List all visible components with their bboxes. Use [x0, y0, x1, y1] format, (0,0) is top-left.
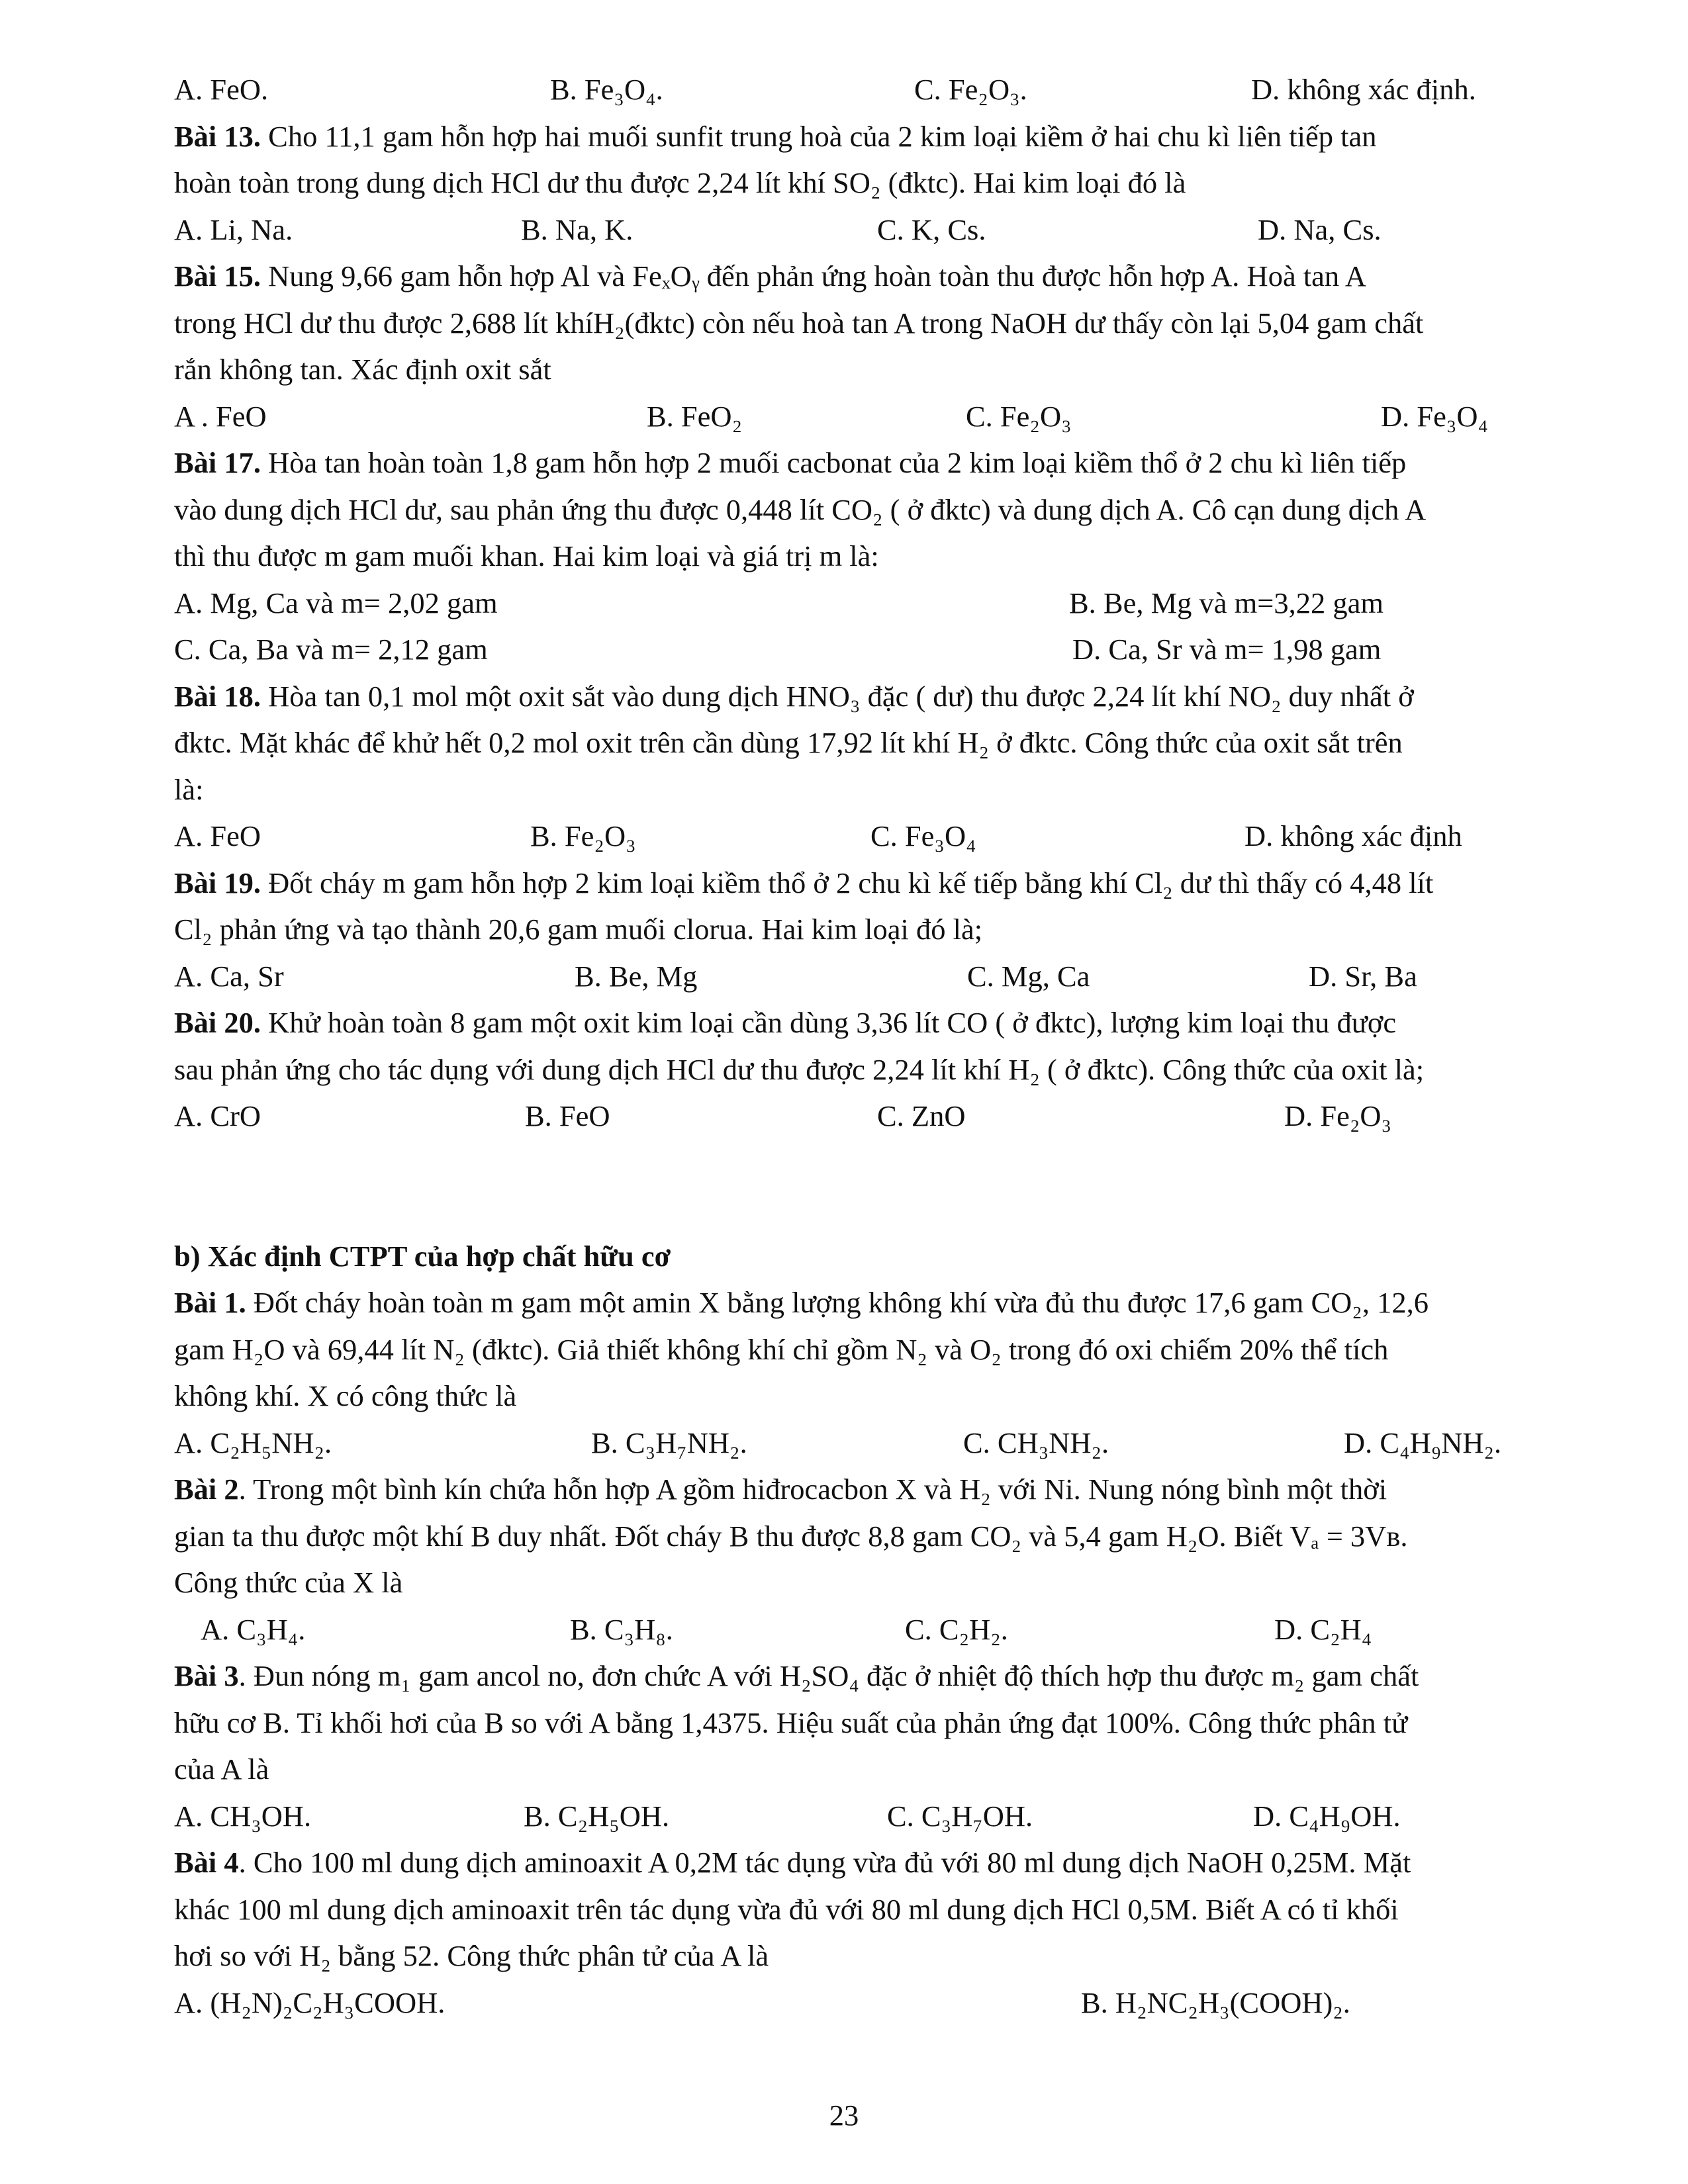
b3-text-1: . Đun nóng m₁ gam ancol no, đơn chức A với H₂SO₄ đặc ở nhiệt độ thích hợp thu được m₂ gam chất [238, 1659, 1419, 1692]
b1-option-d: D. C₄H₉NH₂. [1344, 1426, 1502, 1459]
q12-option-b: B. Fe₃O₄. [550, 73, 663, 106]
q13-label: Bài 13. [174, 119, 261, 153]
section-spacer [174, 1140, 1597, 1233]
b4-option-b: B. H₂NC₂H₃(COOH)₂. [1081, 1985, 1350, 2019]
q17-line-1 [174, 439, 1597, 486]
q17-text-1: Hòa tan hoàn toàn 1,8 gam hỗn hợp 2 muối cacbonat của 2 kim loại kiềm thổ ở 2 chu kì liên tiếp [268, 446, 1407, 479]
b2-option-b: B. C₃H₈. [570, 1612, 673, 1646]
q15-text-1: Nung 9,66 gam hỗn hợp Al và FeₓOᵧ đến phản ứng hoàn toàn thu được hỗn hợp A. Hoà tan A [268, 259, 1366, 293]
b1-label: Bài 1. [174, 1286, 246, 1319]
b3-option-c: C. C₃H₇OH. [887, 1799, 1033, 1833]
b2-option-d: D. C₂H₄ [1274, 1612, 1372, 1646]
q17-option-c: C. Ca, Ba và m= 2,12 gam [174, 633, 488, 666]
b2-option-c: C. C₂H₂. [905, 1612, 1008, 1646]
q15-option-b: B. FeO₂ [647, 399, 743, 433]
q12-option-d: D. không xác định. [1251, 73, 1476, 106]
q20-option-c: C. ZnO [877, 1099, 966, 1132]
b2-label: Bài 2 [174, 1473, 239, 1506]
b2-line-1 [174, 1466, 1597, 1513]
q19-option-c: C. Mg, Ca [967, 959, 1090, 993]
b3-option-b: B. C₂H₅OH. [524, 1799, 670, 1833]
q15-option-c: C. Fe₂O₃ [966, 399, 1072, 433]
q15-label: Bài 15. [174, 259, 261, 293]
q18-line-3: là: [174, 772, 204, 806]
b3-line-2: hữu cơ B. Tỉ khối hơi của B so với A bằng 1,4375. Hiệu suất của phản ứng đạt 100%. Công thức phân tử [174, 1706, 1408, 1739]
q18-option-a: A. FeO [174, 819, 261, 852]
q18-option-b: B. Fe₂O₃ [530, 819, 636, 852]
q18-line-2: đktc. Mặt khác để khử hết 0,2 mol oxit trên cần dùng 17,92 lít khí H₂ ở đktc. Công thức của oxit sắt trên [174, 726, 1403, 759]
b1-option-c: C. CH₃NH₂. [963, 1426, 1109, 1459]
q17-option-a: A. Mg, Ca và m= 2,02 gam [174, 586, 498, 619]
b2-option-a: A. C₃H₄. [201, 1612, 306, 1646]
q17-label: Bài 17. [174, 446, 261, 479]
b1-option-a: A. C₂H₅NH₂. [174, 1426, 332, 1459]
q15-option-a: A . FeO [174, 399, 267, 433]
document-page [174, 66, 1597, 2026]
q15-line-2: trong HCl dư thu được 2,688 lít khíH₂(đktc) còn nếu hoà tan A trong NaOH dư thấy còn lại 5,04 gam chất [174, 306, 1424, 340]
q18-option-c: C. Fe₃O₄ [870, 819, 976, 852]
b4-line-1 [174, 1839, 1597, 1886]
q20-options [174, 1093, 1597, 1140]
q13-line-2: hoàn toàn trong dung dịch HCl dư thu được 2,24 lít khí SO₂ (đktc). Hai kim loại đó là [174, 166, 1186, 199]
q13-line-1 [174, 113, 1597, 160]
b1-option-b: B. C₃H₇NH₂. [591, 1426, 747, 1459]
q20-text-1: Khử hoàn toàn 8 gam một oxit kim loại cần dùng 3,36 lít CO ( ở đktc), lượng kim loại thu được [268, 1006, 1397, 1039]
q15-line-3: rắn không tan. Xác định oxit sắt [174, 353, 551, 386]
q18-option-d: D. không xác định [1244, 819, 1462, 852]
q17-option-d: D. Ca, Sr và m= 1,98 gam [1072, 633, 1382, 666]
q18-text-1: Hòa tan 0,1 mol một oxit sắt vào dung dịch HNO₃ đặc ( dư) thu được 2,24 lít khí NO₂ duy nhất ở [268, 679, 1414, 713]
q19-text-1: Đốt cháy m gam hỗn hợp 2 kim loại kiềm thổ ở 2 chu kì kế tiếp bằng khí Cl₂ dư thì thấy có 4,48 lít [268, 866, 1434, 899]
b4-line-2: khác 100 ml dung dịch aminoaxit trên tác dụng vừa đủ với 80 ml dung dịch HCl 0,5M. Biết A có tỉ khối [174, 1892, 1399, 1926]
q12-option-a: A. FeO. [174, 73, 269, 106]
b1-line-2: gam H₂O và 69,44 lít N₂ (đktc). Giả thiết không khí chỉ gồm N₂ và O₂ trong đó oxi chiếm 20% thể tích [174, 1332, 1389, 1366]
q13-option-a: A. Li, Na. [174, 212, 293, 246]
q20-option-a: A. CrO [174, 1099, 261, 1132]
b2-text-1: . Trong một bình kín chứa hỗn hợp A gồm hiđrocacbon X và H₂ với Ni. Nung nóng bình một thời [238, 1473, 1387, 1506]
q19-option-b: B. Be, Mg [575, 959, 698, 993]
b3-options [174, 1793, 1597, 1840]
b1-line-1 [174, 1279, 1597, 1326]
q18-label: Bài 18. [174, 679, 261, 713]
q17-options-row-1 [174, 580, 1597, 627]
q15-options [174, 393, 1597, 440]
b4-options [174, 1979, 1597, 2026]
q20-line-1 [174, 999, 1597, 1046]
b2-options [174, 1606, 1597, 1653]
b3-line-1 [174, 1653, 1597, 1700]
q20-line-2: sau phản ứng cho tác dụng với dung dịch HCl dư thu được 2,24 lít khí H₂ ( ở đktc). Công thức của oxit là; [174, 1052, 1425, 1086]
q17-line-2: vào dung dịch HCl dư, sau phản ứng thu được 0,448 lít CO₂ ( ở đktc) và dung dịch A. Cô cạn dung dịch A [174, 492, 1427, 526]
section-b-heading: b) Xác định CTPT của hợp chất hữu cơ [174, 1239, 671, 1273]
b3-option-a: A. CH₃OH. [174, 1799, 312, 1833]
b1-options [174, 1420, 1597, 1467]
q17-options-row-2 [174, 626, 1597, 673]
q19-label: Bài 19. [174, 866, 261, 899]
q19-options [174, 953, 1597, 1000]
q17-option-b: B. Be, Mg và m=3,22 gam [1069, 586, 1384, 619]
q19-line-1 [174, 860, 1597, 907]
b2-line-2: gian ta thu được một khí B duy nhất. Đốt cháy B thu được 8,8 gam CO₂ và 5,4 gam H₂O. Biết Vₐ = 3Vв. [174, 1519, 1408, 1553]
q19-option-d: D. Sr, Ba [1309, 959, 1417, 993]
page-number: 23 [829, 2099, 859, 2132]
q15-line-1 [174, 253, 1597, 300]
b4-option-a: A. (H₂N)₂C₂H₃COOH. [174, 1985, 445, 2019]
b1-text-1: Đốt cháy hoàn toàn m gam một amin X bằng lượng không khí vừa đủ thu được 17,6 gam CO₂, 12,6 [253, 1286, 1429, 1319]
q18-line-1 [174, 673, 1597, 720]
b3-line-3: của A là [174, 1752, 269, 1786]
q20-option-b: B. FeO [525, 1099, 610, 1132]
q18-options [174, 813, 1597, 860]
b3-label: Bài 3 [174, 1659, 239, 1692]
b4-line-3: hơi so với H₂ bằng 52. Công thức phân tử của A là [174, 1939, 769, 1972]
q20-option-d: D. Fe₂O₃ [1284, 1099, 1392, 1132]
q17-line-3: thì thu được m gam muối khan. Hai kim loại và giá trị m là: [174, 539, 879, 572]
b3-option-d: D. C₄H₉OH. [1253, 1799, 1401, 1833]
q13-options [174, 206, 1597, 253]
b4-text-1: . Cho 100 ml dung dịch aminoaxit A 0,2M tác dụng vừa đủ với 80 ml dung dịch NaOH 0,25M. Mặt [238, 1846, 1411, 1879]
q20-label: Bài 20. [174, 1006, 261, 1039]
b4-label: Bài 4 [174, 1846, 239, 1879]
q13-text-1: Cho 11,1 gam hỗn hợp hai muối sunfit trung hoà của 2 kim loại kiềm ở hai chu kì liên tiếp tan [268, 119, 1377, 153]
b1-line-3: không khí. X có công thức là [174, 1379, 517, 1412]
q12-options [174, 66, 1597, 113]
q19-option-a: A. Ca, Sr [174, 959, 284, 993]
q13-option-c: C. K, Cs. [877, 212, 986, 246]
q13-option-b: B. Na, K. [521, 212, 633, 246]
q13-option-d: D. Na, Cs. [1258, 212, 1382, 246]
q12-option-c: C. Fe₂O₃. [914, 73, 1027, 106]
q15-option-d: D. Fe₃O₄ [1381, 399, 1489, 433]
b2-line-3: Công thức của X là [174, 1566, 403, 1599]
q19-line-2: Cl₂ phản ứng và tạo thành 20,6 gam muối clorua. Hai kim loại đó là; [174, 913, 983, 946]
